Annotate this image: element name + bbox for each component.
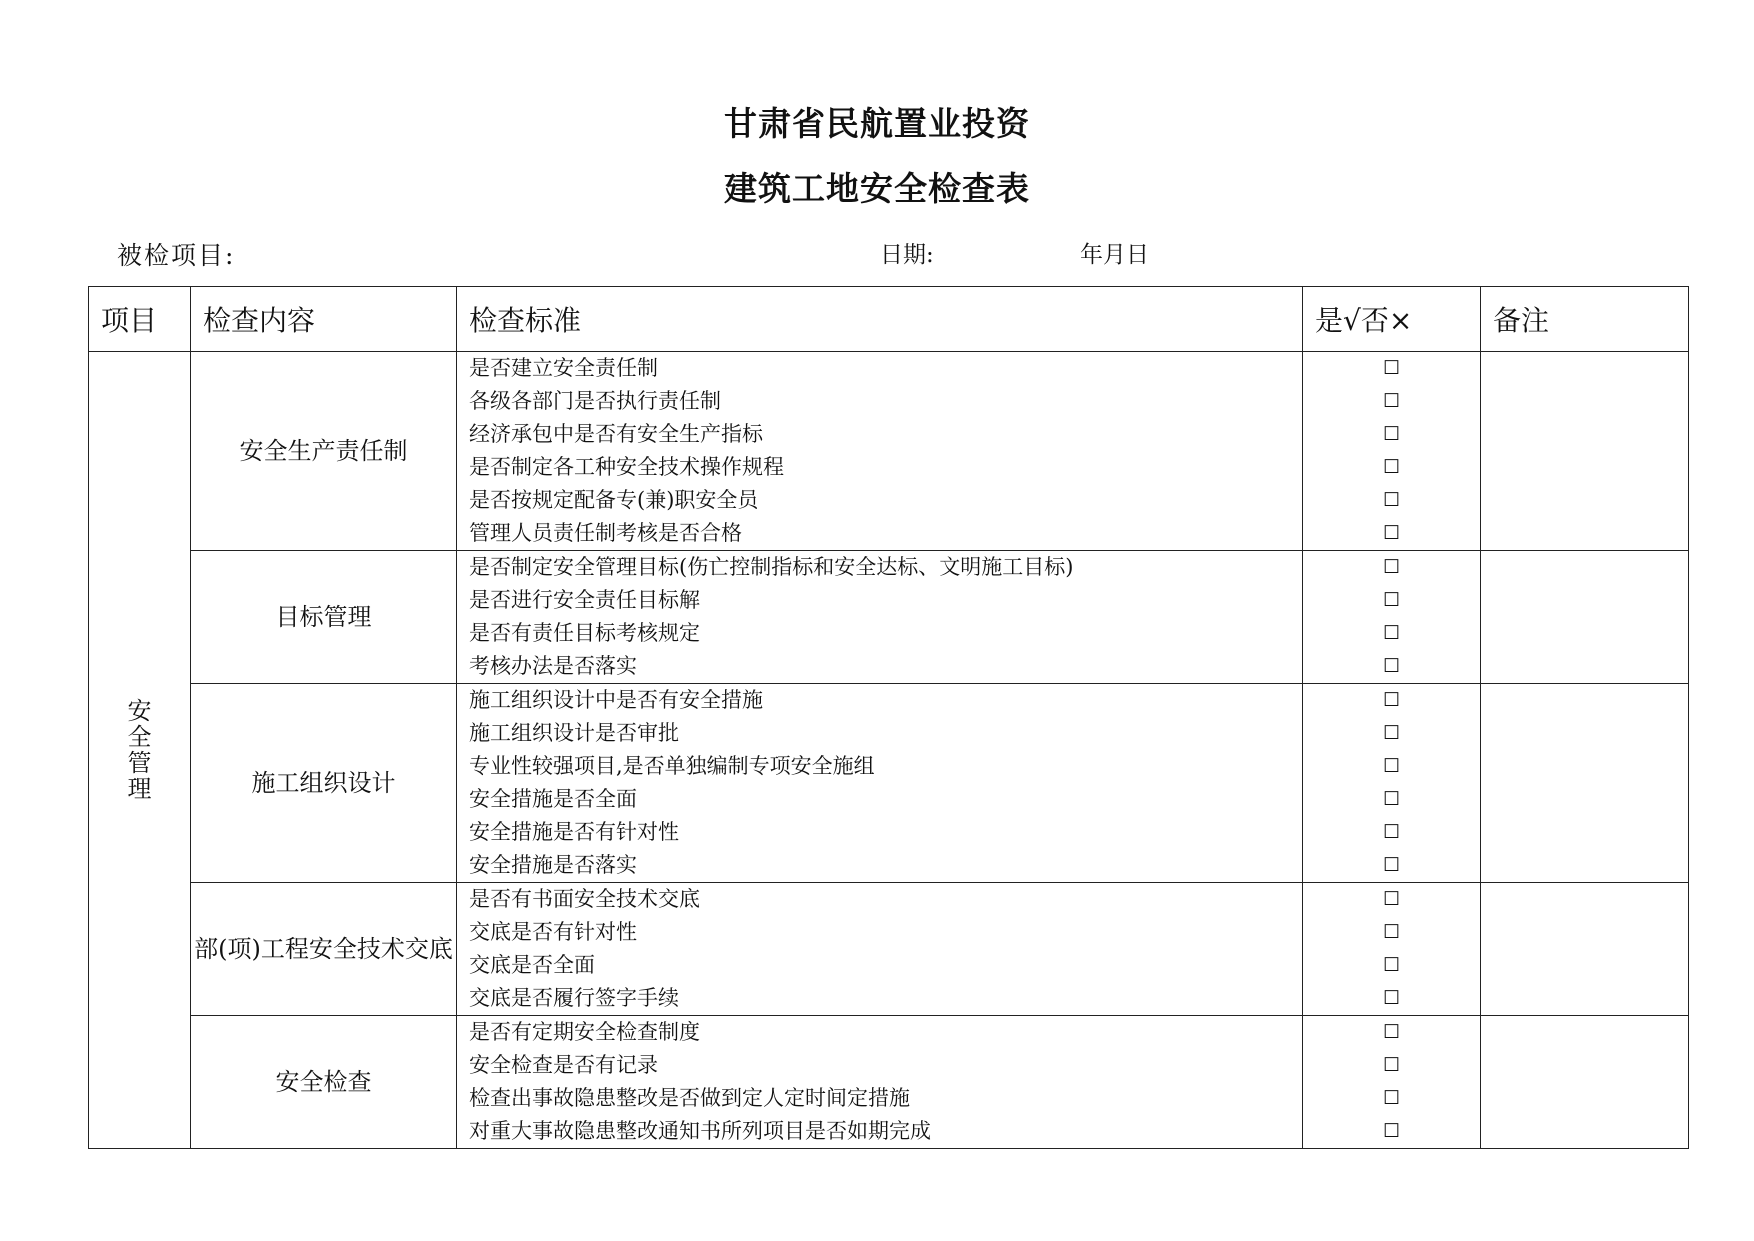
check-standard-item: 交底是否有针对性 (469, 920, 637, 944)
check-standard-item: 各级各部门是否执行责任制 (469, 389, 721, 413)
note-cell[interactable] (1481, 1016, 1689, 1149)
checkbox-icon[interactable]: ☐ (1382, 589, 1401, 611)
checkbox-icon[interactable]: ☐ (1382, 423, 1401, 445)
checkbox-icon[interactable]: ☐ (1382, 854, 1401, 876)
check-standard-item: 是否有定期安全检查制度 (469, 1020, 700, 1044)
check-content-cell: 安全生产责任制 (191, 352, 457, 551)
checkbox-icon[interactable]: ☐ (1382, 489, 1401, 511)
check-standard-item: 是否有书面安全技术交底 (469, 887, 700, 911)
check-standard-item: 施工组织设计中是否有安全措施 (469, 688, 763, 712)
document-title: 甘肃省民航置业投资 (724, 104, 1030, 143)
checkbox-icon[interactable]: ☐ (1382, 456, 1401, 478)
checkbox-icon[interactable]: ☐ (1382, 655, 1401, 677)
checkbox-icon[interactable]: ☐ (1382, 556, 1401, 578)
category-cell (89, 352, 191, 1149)
check-content-cell: 安全检查 (191, 1016, 457, 1149)
check-standard-item: 专业性较强项目,是否单独编制专项安全施组 (469, 754, 875, 778)
check-standard-item: 安全措施是否落实 (469, 853, 637, 877)
table-row (89, 1016, 1689, 1149)
table-row (89, 684, 1689, 883)
inspection-table (88, 286, 1689, 1149)
check-standard-item: 是否进行安全责任目标解 (469, 588, 700, 612)
checkbox-cell (1303, 352, 1481, 551)
checkbox-icon[interactable]: ☐ (1382, 755, 1401, 777)
table-row (89, 551, 1689, 684)
check-content-cell: 部(项)工程安全技术交底 (191, 883, 457, 1016)
table-row (89, 883, 1689, 1016)
check-standard-item: 管理人员责任制考核是否合格 (469, 521, 742, 545)
check-content-cell: 施工组织设计 (191, 684, 457, 883)
check-standard-item: 是否有责任目标考核规定 (469, 621, 700, 645)
checkbox-icon[interactable]: ☐ (1382, 921, 1401, 943)
check-standard-cell (457, 883, 1303, 1016)
table-header-row (89, 287, 1689, 352)
checkbox-icon[interactable]: ☐ (1382, 390, 1401, 412)
check-standard-item: 安全检查是否有记录 (469, 1053, 658, 1077)
checkbox-icon[interactable]: ☐ (1382, 689, 1401, 711)
check-standard-item: 对重大事故隐患整改通知书所列项目是否如期完成 (469, 1119, 931, 1143)
project-label: 被检项目: (117, 241, 236, 270)
check-content-cell: 目标管理 (191, 551, 457, 684)
check-standard-item: 考核办法是否落实 (469, 654, 637, 678)
date-label: 日期: (880, 242, 934, 268)
category-label: 安全管理 (127, 696, 152, 803)
check-standard-item: 是否制定各工种安全技术操作规程 (469, 455, 784, 479)
checkbox-icon[interactable]: ☐ (1382, 954, 1401, 976)
checkbox-cell (1303, 551, 1481, 684)
header-item: 项目 (89, 287, 191, 352)
check-standard-item: 是否建立安全责任制 (469, 356, 658, 380)
note-cell[interactable] (1481, 551, 1689, 684)
checkbox-cell (1303, 883, 1481, 1016)
note-cell[interactable] (1481, 352, 1689, 551)
checkbox-icon[interactable]: ☐ (1382, 1120, 1401, 1142)
checkbox-icon[interactable]: ☐ (1382, 622, 1401, 644)
header-standard: 检查标准 (457, 287, 1303, 352)
check-standard-item: 检查出事故隐患整改是否做到定人定时间定措施 (469, 1086, 910, 1110)
note-cell[interactable] (1481, 684, 1689, 883)
check-standard-item: 交底是否履行签字手续 (469, 986, 679, 1010)
checkbox-icon[interactable]: ☐ (1382, 821, 1401, 843)
check-standard-item: 施工组织设计是否审批 (469, 721, 679, 745)
checkbox-icon[interactable]: ☐ (1382, 888, 1401, 910)
check-standard-cell (457, 551, 1303, 684)
document-subtitle: 建筑工地安全检查表 (724, 169, 1030, 208)
checkbox-icon[interactable]: ☐ (1382, 1054, 1401, 1076)
check-standard-item: 安全措施是否全面 (469, 787, 637, 811)
table-row (89, 352, 1689, 551)
check-standard-item: 交底是否全面 (469, 953, 595, 977)
note-cell[interactable] (1481, 883, 1689, 1016)
checkbox-cell (1303, 684, 1481, 883)
check-standard-item: 安全措施是否有针对性 (469, 820, 679, 844)
checkbox-icon[interactable]: ☐ (1382, 357, 1401, 379)
header-yes-no: 是√否× (1303, 287, 1481, 352)
check-standard-cell (457, 1016, 1303, 1149)
date-value: 年月日 (1080, 242, 1149, 268)
checkbox-icon[interactable]: ☐ (1382, 987, 1401, 1009)
checkbox-icon[interactable]: ☐ (1382, 522, 1401, 544)
checkbox-icon[interactable]: ☐ (1382, 1087, 1401, 1109)
table-body (89, 352, 1689, 1149)
checkbox-icon[interactable]: ☐ (1382, 1021, 1401, 1043)
checkbox-cell (1303, 1016, 1481, 1149)
check-standard-cell (457, 684, 1303, 883)
check-standard-item: 是否制定安全管理目标(伤亡控制指标和安全达标、文明施工目标) (469, 555, 1074, 579)
checkbox-icon[interactable]: ☐ (1382, 788, 1401, 810)
check-standard-item: 经济承包中是否有安全生产指标 (469, 422, 763, 446)
checkbox-icon[interactable]: ☐ (1382, 722, 1401, 744)
header-note: 备注 (1481, 287, 1689, 352)
check-standard-item: 是否按规定配备专(兼)职安全员 (469, 488, 759, 512)
header-content: 检查内容 (191, 287, 457, 352)
check-standard-cell (457, 352, 1303, 551)
